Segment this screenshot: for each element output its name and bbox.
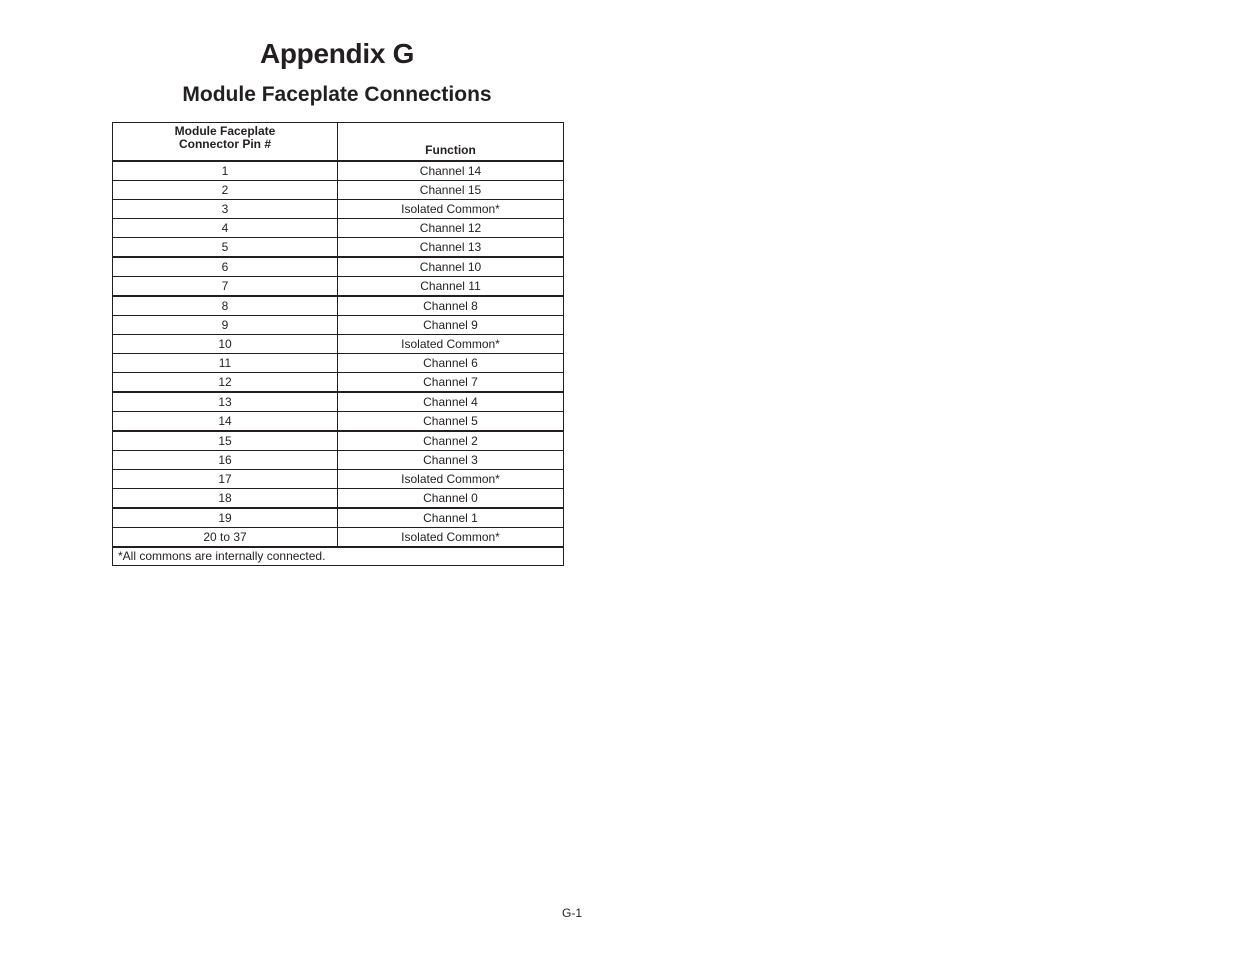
pin-cell: 5 bbox=[113, 238, 338, 258]
function-cell: Channel 0 bbox=[338, 489, 564, 509]
pin-cell: 7 bbox=[113, 277, 338, 297]
page-number: G-1 bbox=[562, 906, 583, 920]
pin-cell: 9 bbox=[113, 316, 338, 335]
table-footnote-row bbox=[113, 547, 564, 566]
pin-cell: 20 to 37 bbox=[113, 528, 338, 548]
table-row bbox=[113, 277, 564, 297]
function-cell: Channel 14 bbox=[338, 161, 564, 181]
function-cell: Isolated Common* bbox=[338, 335, 564, 354]
pin-cell: 3 bbox=[113, 200, 338, 219]
pin-cell: 15 bbox=[113, 431, 338, 451]
function-cell: Channel 7 bbox=[338, 373, 564, 393]
function-cell: Channel 9 bbox=[338, 316, 564, 335]
table-row bbox=[113, 200, 564, 219]
table-row bbox=[113, 238, 564, 258]
table-header-row bbox=[113, 123, 564, 162]
function-cell: Channel 4 bbox=[338, 392, 564, 412]
pin-cell: 19 bbox=[113, 508, 338, 528]
faceplate-connections-table bbox=[112, 122, 564, 566]
pin-cell: 1 bbox=[113, 161, 338, 181]
pin-cell: 4 bbox=[113, 219, 338, 238]
page-subtitle: Module Faceplate Connections bbox=[182, 83, 492, 106]
function-cell: Isolated Common* bbox=[338, 200, 564, 219]
function-cell: Channel 6 bbox=[338, 354, 564, 373]
table-row bbox=[113, 528, 564, 548]
table-row bbox=[113, 219, 564, 238]
pin-cell: 13 bbox=[113, 392, 338, 412]
header-connector-pin-line2: Connector Pin # bbox=[178, 137, 271, 151]
pin-cell: 11 bbox=[113, 354, 338, 373]
pin-cell: 18 bbox=[113, 489, 338, 509]
function-cell: Channel 15 bbox=[338, 181, 564, 200]
function-cell: Channel 2 bbox=[338, 431, 564, 451]
pin-cell: 14 bbox=[113, 412, 338, 432]
table-row bbox=[113, 161, 564, 181]
table-row bbox=[113, 296, 564, 316]
header-connector-pin-line1: Module Faceplate bbox=[174, 124, 276, 138]
table-row bbox=[113, 257, 564, 277]
function-cell: Channel 8 bbox=[338, 296, 564, 316]
table-row bbox=[113, 431, 564, 451]
function-cell: Channel 1 bbox=[338, 508, 564, 528]
function-cell: Channel 3 bbox=[338, 451, 564, 470]
page-title: Appendix G bbox=[259, 38, 415, 69]
table-row bbox=[113, 489, 564, 509]
table-row bbox=[113, 373, 564, 393]
pin-cell: 2 bbox=[113, 181, 338, 200]
function-cell: Channel 13 bbox=[338, 238, 564, 258]
function-cell: Isolated Common* bbox=[338, 528, 564, 548]
pin-cell: 17 bbox=[113, 470, 338, 489]
table-row bbox=[113, 508, 564, 528]
table-row bbox=[113, 316, 564, 335]
pin-cell: 8 bbox=[113, 296, 338, 316]
table-row bbox=[113, 181, 564, 200]
table-row bbox=[113, 451, 564, 470]
function-cell: Channel 10 bbox=[338, 257, 564, 277]
table-row bbox=[113, 392, 564, 412]
table-row bbox=[113, 470, 564, 489]
function-cell: Isolated Common* bbox=[338, 470, 564, 489]
table-row bbox=[113, 354, 564, 373]
table-row bbox=[113, 335, 564, 354]
pin-cell: 16 bbox=[113, 451, 338, 470]
table-row bbox=[113, 412, 564, 432]
header-connector-pin bbox=[113, 123, 338, 162]
table-footnote: *All commons are internally connected. bbox=[113, 547, 564, 566]
pin-cell: 12 bbox=[113, 373, 338, 393]
function-cell: Channel 5 bbox=[338, 412, 564, 432]
pin-cell: 10 bbox=[113, 335, 338, 354]
function-cell: Channel 12 bbox=[338, 219, 564, 238]
header-function: Function bbox=[338, 123, 564, 162]
pin-cell: 6 bbox=[113, 257, 338, 277]
function-cell: Channel 11 bbox=[338, 277, 564, 297]
